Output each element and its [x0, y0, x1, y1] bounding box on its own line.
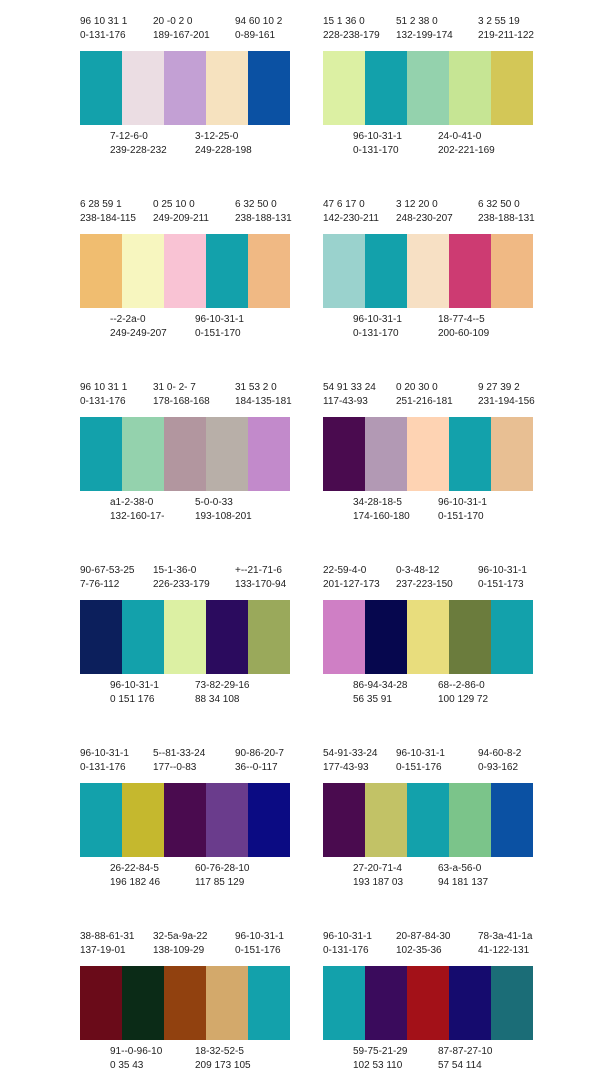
palette-block [80, 198, 290, 348]
color-code-label [323, 564, 380, 592]
cmyk-value: 5-0-0-33 [195, 497, 233, 508]
color-code-label [110, 679, 159, 707]
color-code-label [438, 862, 488, 890]
color-code-label [478, 198, 535, 226]
color-swatch [248, 783, 290, 857]
color-strip [323, 600, 533, 674]
color-code-label [438, 679, 488, 707]
color-swatch [407, 966, 449, 1040]
color-code-label [323, 747, 377, 775]
cmyk-value: 96-10-31-1 [396, 748, 445, 759]
cmyk-value: 91--0-96-10 [110, 1046, 163, 1057]
rgb-value: 249-249-207 [110, 328, 167, 339]
cmyk-value: 0 25 10 0 [153, 199, 195, 210]
color-swatch [122, 51, 164, 125]
color-code-label [195, 313, 244, 341]
color-code-label [235, 747, 284, 775]
color-swatch [206, 783, 248, 857]
rgb-value: 0-89-161 [235, 30, 276, 41]
color-code-label [478, 381, 535, 409]
color-swatch [206, 600, 248, 674]
cmyk-value: 94-60-8-2 [478, 748, 522, 759]
color-code-label [478, 15, 534, 43]
rgb-value: 0-151-170 [195, 328, 241, 339]
color-swatch [206, 234, 248, 308]
color-code-label [396, 15, 453, 43]
color-strip [80, 234, 290, 308]
color-code-label [438, 130, 495, 158]
color-swatch [449, 51, 491, 125]
cmyk-value: --2-2a-0 [110, 314, 146, 325]
cmyk-value: 68--2-86-0 [438, 680, 485, 691]
color-swatch [407, 783, 449, 857]
rgb-value: 201-127-173 [323, 579, 380, 590]
color-swatch [323, 234, 365, 308]
color-strip [80, 600, 290, 674]
cmyk-value: 96 10 31 1 [80, 16, 128, 27]
color-code-label [235, 930, 284, 958]
rgb-value: 0-131-176 [323, 945, 369, 956]
rgb-value: 193 187 03 [353, 877, 404, 888]
color-code-label [153, 15, 210, 43]
rgb-value: 132-160-17- [110, 511, 165, 522]
color-code-label [110, 862, 160, 890]
color-swatch [365, 966, 407, 1040]
palette-top-labels [80, 930, 290, 960]
color-swatch [122, 600, 164, 674]
cmyk-value: 3-12-25-0 [195, 131, 239, 142]
color-code-label [478, 747, 521, 775]
palette-top-labels [323, 930, 533, 960]
cmyk-value: 26-22-84-5 [110, 863, 159, 874]
color-swatch [365, 600, 407, 674]
cmyk-value: 90-67-53-25 [80, 565, 135, 576]
color-swatch [365, 51, 407, 125]
cmyk-value: 18-77-4--5 [438, 314, 485, 325]
palette-bottom-labels [80, 130, 290, 160]
rgb-value: 238-188-131 [478, 213, 535, 224]
palette-top-labels [323, 15, 533, 45]
color-strip [323, 783, 533, 857]
cmyk-value: 96-10-31-1 [353, 131, 402, 142]
cmyk-value: 78-3a-41-1a [478, 931, 533, 942]
color-swatch [164, 51, 206, 125]
cmyk-value: 47 6 17 0 [323, 199, 365, 210]
palette-block [80, 930, 290, 1080]
color-code-label [153, 564, 210, 592]
color-swatch [365, 417, 407, 491]
color-swatch [164, 417, 206, 491]
rgb-value: 0 151 176 [110, 694, 155, 705]
color-code-label [438, 496, 487, 524]
palette-bottom-labels [80, 496, 290, 526]
cmyk-value: 96-10-31-1 [323, 931, 372, 942]
rgb-value: 200-60-109 [438, 328, 490, 339]
color-swatch [491, 600, 533, 674]
cmyk-value: 0 20 30 0 [396, 382, 438, 393]
rgb-value: 219-211-122 [478, 30, 534, 41]
color-code-label [323, 198, 379, 226]
cmyk-value: 54 91 33 24 [323, 382, 376, 393]
rgb-value: 0 35 43 [110, 1060, 144, 1071]
color-code-label [353, 862, 403, 890]
color-code-label [195, 679, 249, 707]
color-code-label [195, 130, 252, 158]
color-code-label [478, 930, 532, 958]
color-swatch [407, 51, 449, 125]
rgb-value: 193-108-201 [195, 511, 252, 522]
rgb-value: 0-151-176 [396, 762, 442, 773]
rgb-value: 177--0-83 [153, 762, 197, 773]
rgb-value: 100 129 72 [438, 694, 489, 705]
color-swatch [365, 234, 407, 308]
rgb-value: 133-170-94 [235, 579, 287, 590]
rgb-value: 177-43-93 [323, 762, 369, 773]
color-code-label [153, 381, 210, 409]
color-swatch [122, 417, 164, 491]
color-strip [323, 234, 533, 308]
color-swatch [407, 417, 449, 491]
rgb-value: 132-199-174 [396, 30, 453, 41]
color-code-label [195, 1045, 251, 1073]
palette-block [80, 381, 290, 531]
cmyk-value: 0-3-48-12 [396, 565, 440, 576]
cmyk-value: 38-88-61-31 [80, 931, 135, 942]
cmyk-value: 96 10 31 1 [80, 382, 128, 393]
cmyk-value: 32-5a-9a-22 [153, 931, 208, 942]
palette-top-labels [80, 747, 290, 777]
rgb-value: 0-93-162 [478, 762, 519, 773]
cmyk-value: 7-12-6-0 [110, 131, 148, 142]
palette-block [323, 930, 533, 1080]
rgb-value: 117 85 129 [195, 877, 245, 888]
rgb-value: 228-238-179 [323, 30, 380, 41]
color-code-label [110, 496, 164, 524]
palette-top-labels [80, 198, 290, 228]
cmyk-value: 15 1 36 0 [323, 16, 365, 27]
color-code-label [353, 130, 402, 158]
color-swatch [164, 783, 206, 857]
cmyk-value: 86-94-34-28 [353, 680, 408, 691]
color-swatch [449, 966, 491, 1040]
color-code-label [195, 862, 249, 890]
cmyk-value: 96-10-31-1 [438, 497, 487, 508]
palette-bottom-labels [80, 1045, 290, 1075]
color-swatch [449, 417, 491, 491]
color-swatch [80, 783, 122, 857]
rgb-value: 0-151-170 [438, 511, 484, 522]
color-code-label [353, 1045, 407, 1073]
palette-top-labels [80, 564, 290, 594]
color-code-label [80, 15, 127, 43]
color-code-label [396, 198, 453, 226]
color-code-label [110, 313, 167, 341]
rgb-value: 0-151-176 [235, 945, 281, 956]
rgb-value: 174-160-180 [353, 511, 410, 522]
color-swatch [365, 783, 407, 857]
rgb-value: 41-122-131 [478, 945, 530, 956]
rgb-value: 239-228-232 [110, 145, 167, 156]
color-swatch [80, 234, 122, 308]
cmyk-value: 9 27 39 2 [478, 382, 520, 393]
color-code-label [353, 313, 402, 341]
rgb-value: 238-188-131 [235, 213, 292, 224]
color-code-label [396, 381, 453, 409]
rgb-value: 238-184-115 [80, 213, 136, 224]
color-swatch [449, 600, 491, 674]
palette-block [323, 198, 533, 348]
color-swatch [206, 51, 248, 125]
color-strip [80, 783, 290, 857]
color-swatch [248, 234, 290, 308]
cmyk-value: 90-86-20-7 [235, 748, 284, 759]
palette-block [323, 564, 533, 714]
cmyk-value: 18-32-52-5 [195, 1046, 244, 1057]
color-code-label [438, 1045, 492, 1073]
cmyk-value: 5--81-33-24 [153, 748, 206, 759]
color-swatch [248, 417, 290, 491]
rgb-value: 178-168-168 [153, 396, 210, 407]
rgb-value: 248-230-207 [396, 213, 453, 224]
rgb-value: 202-221-169 [438, 145, 495, 156]
rgb-value: 57 54 114 [438, 1060, 482, 1071]
color-swatch [122, 234, 164, 308]
cmyk-value: 20 -0 2 0 [153, 16, 193, 27]
color-code-label [235, 564, 286, 592]
rgb-value: 0-131-170 [353, 145, 399, 156]
color-swatch [80, 966, 122, 1040]
palette-top-labels [323, 381, 533, 411]
color-swatch [491, 51, 533, 125]
color-swatch [206, 417, 248, 491]
color-code-label [153, 198, 209, 226]
palette-block [323, 15, 533, 165]
color-code-label [235, 15, 282, 43]
color-swatch [164, 600, 206, 674]
rgb-value: 117-43-93 [323, 396, 368, 407]
color-swatch [122, 966, 164, 1040]
cmyk-value: 96-10-31-1 [110, 680, 159, 691]
color-code-label [110, 130, 167, 158]
palette-bottom-labels [80, 679, 290, 709]
cmyk-value: 31 53 2 0 [235, 382, 277, 393]
color-swatch [206, 966, 248, 1040]
palette-bottom-labels [323, 862, 533, 892]
color-code-label [80, 930, 134, 958]
cmyk-value: 3 2 55 19 [478, 16, 520, 27]
color-code-label [80, 564, 134, 592]
color-swatch [122, 783, 164, 857]
palette-bottom-labels [80, 862, 290, 892]
palette-top-labels [80, 15, 290, 45]
color-strip [323, 966, 533, 1040]
cmyk-value: 6 32 50 0 [235, 199, 277, 210]
cmyk-value: 73-82-29-16 [195, 680, 250, 691]
cmyk-value: 96-10-31-1 [195, 314, 244, 325]
cmyk-value: 6 28 59 1 [80, 199, 122, 210]
color-swatch [449, 234, 491, 308]
rgb-value: 0-151-173 [478, 579, 524, 590]
cmyk-value: 15-1-36-0 [153, 565, 197, 576]
color-code-label [153, 747, 205, 775]
palette-top-labels [323, 747, 533, 777]
rgb-value: 137-19-01 [80, 945, 126, 956]
rgb-value: 0-131-170 [353, 328, 399, 339]
cmyk-value: +--21-71-6 [235, 565, 282, 576]
rgb-value: 0-131-176 [80, 762, 126, 773]
palette-block [323, 381, 533, 531]
rgb-value: 251-216-181 [396, 396, 453, 407]
color-strip [80, 51, 290, 125]
color-strip [80, 417, 290, 491]
palette-block [80, 747, 290, 897]
color-code-label [80, 747, 129, 775]
color-swatch [491, 783, 533, 857]
color-swatch [491, 417, 533, 491]
rgb-value: 196 182 46 [110, 877, 161, 888]
color-swatch [248, 966, 290, 1040]
rgb-value: 226-233-179 [153, 579, 210, 590]
palette-bottom-labels [323, 496, 533, 526]
rgb-value: 142-230-211 [323, 213, 379, 224]
cmyk-value: 59-75-21-29 [353, 1046, 408, 1057]
color-swatch [449, 783, 491, 857]
color-swatch [407, 600, 449, 674]
color-swatch [164, 234, 206, 308]
cmyk-value: 63-a-56-0 [438, 863, 482, 874]
cmyk-value: 87-87-27-10 [438, 1046, 493, 1057]
palette-top-labels [80, 381, 290, 411]
rgb-value: 209 173 105 [195, 1060, 251, 1071]
color-swatch [323, 783, 365, 857]
rgb-value: 237-223-150 [396, 579, 453, 590]
palette-top-labels [323, 564, 533, 594]
color-code-label [396, 564, 453, 592]
palette-bottom-labels [323, 130, 533, 160]
color-swatch [491, 234, 533, 308]
color-code-label [323, 930, 372, 958]
cmyk-value: 31 0- 2- 7 [153, 382, 196, 393]
rgb-value: 102-35-36 [396, 945, 442, 956]
cmyk-value: 6 32 50 0 [478, 199, 520, 210]
color-code-label [353, 679, 407, 707]
color-code-label [323, 381, 376, 409]
rgb-value: 88 34 108 [195, 694, 240, 705]
cmyk-value: 24-0-41-0 [438, 131, 482, 142]
color-swatch [248, 51, 290, 125]
color-swatch [248, 600, 290, 674]
cmyk-value: 34-28-18-5 [353, 497, 402, 508]
color-strip [80, 966, 290, 1040]
color-code-label [195, 496, 252, 524]
rgb-value: 249-228-198 [195, 145, 252, 156]
rgb-value: 94 181 137 [438, 877, 489, 888]
rgb-value: 36--0-117 [235, 762, 278, 773]
cmyk-value: 94 60 10 2 [235, 16, 283, 27]
palette-bottom-labels [323, 1045, 533, 1075]
color-swatch [164, 966, 206, 1040]
color-code-label [110, 1045, 162, 1073]
cmyk-value: 51 2 38 0 [396, 16, 438, 27]
rgb-value: 189-167-201 [153, 30, 210, 41]
rgb-value: 138-109-29 [153, 945, 205, 956]
color-swatch [323, 51, 365, 125]
color-code-label [438, 313, 489, 341]
rgb-value: 0-131-176 [80, 30, 126, 41]
color-swatch [80, 417, 122, 491]
color-swatch [491, 966, 533, 1040]
color-code-label [80, 198, 136, 226]
cmyk-value: 54-91-33-24 [323, 748, 378, 759]
color-strip [323, 417, 533, 491]
palette-bottom-labels [323, 679, 533, 709]
color-swatch [323, 417, 365, 491]
color-code-label [153, 930, 207, 958]
color-code-label [396, 747, 445, 775]
cmyk-value: 3 12 20 0 [396, 199, 438, 210]
rgb-value: 231-194-156 [478, 396, 535, 407]
rgb-value: 249-209-211 [153, 213, 209, 224]
palette-bottom-labels [323, 313, 533, 343]
color-code-label [396, 930, 450, 958]
rgb-value: 56 35 91 [353, 694, 392, 705]
color-code-label [478, 564, 527, 592]
palette-block [323, 747, 533, 897]
color-code-label [353, 496, 410, 524]
cmyk-value: 96-10-31-1 [80, 748, 129, 759]
color-swatch [80, 600, 122, 674]
color-swatch [80, 51, 122, 125]
palette-bottom-labels [80, 313, 290, 343]
color-strip [323, 51, 533, 125]
palette-top-labels [323, 198, 533, 228]
color-swatch [323, 966, 365, 1040]
color-code-label [323, 15, 380, 43]
cmyk-value: 60-76-28-10 [195, 863, 250, 874]
palette-block [80, 15, 290, 165]
cmyk-value: 96-10-31-1 [478, 565, 527, 576]
rgb-value: 102 53 110 [353, 1060, 403, 1071]
cmyk-value: 27-20-71-4 [353, 863, 402, 874]
palette-block [80, 564, 290, 714]
cmyk-value: 22-59-4-0 [323, 565, 367, 576]
rgb-value: 7-76-112 [80, 579, 120, 590]
color-swatch [323, 600, 365, 674]
cmyk-value: 96-10-31-1 [235, 931, 284, 942]
rgb-value: 184-135-181 [235, 396, 292, 407]
color-code-label [80, 381, 127, 409]
rgb-value: 0-131-176 [80, 396, 126, 407]
cmyk-value: 96-10-31-1 [353, 314, 402, 325]
color-code-label [235, 381, 292, 409]
color-code-label [235, 198, 292, 226]
cmyk-value: 20-87-84-30 [396, 931, 451, 942]
cmyk-value: a1-2-38-0 [110, 497, 154, 508]
color-swatch [407, 234, 449, 308]
